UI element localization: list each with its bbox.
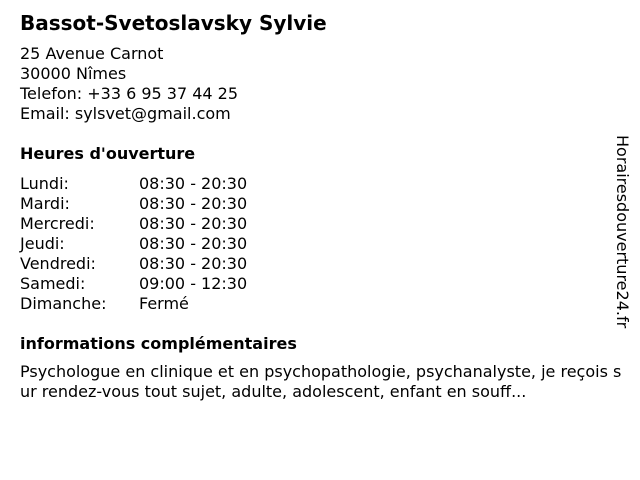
- email-address: Email: sylsvet@gmail.com: [20, 104, 231, 123]
- hours-time: 08:30 - 20:30: [139, 254, 248, 273]
- hours-day: Samedi:: [20, 274, 86, 293]
- contact-block: [20, 44, 620, 124]
- hours-time: Fermé: [139, 294, 189, 313]
- hours-time: 08:30 - 20:30: [139, 234, 248, 253]
- address-street: 25 Avenue Carnot: [20, 44, 164, 63]
- business-card: [20, 10, 620, 402]
- hours-heading: Heures d'ouverture: [20, 144, 196, 163]
- hours-day: Mercredi:: [20, 214, 95, 233]
- hours-time: 08:30 - 20:30: [139, 214, 248, 233]
- hours-row-friday: [20, 254, 620, 274]
- hours-day: Mardi:: [20, 194, 70, 213]
- hours-day: Vendredi:: [20, 254, 96, 273]
- site-watermark: Horairesdouverture24.fr: [613, 135, 632, 329]
- hours-row-saturday: [20, 274, 620, 294]
- info-heading: informations complémentaires: [20, 334, 297, 353]
- business-name: Bassot-Svetoslavsky Sylvie: [20, 11, 327, 35]
- hours-day: Dimanche:: [20, 294, 107, 313]
- opening-hours-table: [20, 174, 620, 314]
- address-city: 30000 Nîmes: [20, 64, 127, 83]
- hours-time: 08:30 - 20:30: [139, 174, 248, 193]
- info-description: Psychologue en clinique et en psychopathologie, psychanalyste, je reçois sur rendez-vous tout sujet, adulte, adolescent, enfant en souff...: [20, 362, 622, 401]
- hours-time: 08:30 - 20:30: [139, 194, 248, 213]
- phone-number: Telefon: +33 6 95 37 44 25: [20, 84, 239, 103]
- hours-day: Lundi:: [20, 174, 69, 193]
- hours-time: 09:00 - 12:30: [139, 274, 248, 293]
- hours-row-wednesday: [20, 214, 620, 234]
- hours-row-tuesday: [20, 194, 620, 214]
- hours-day: Jeudi:: [20, 234, 65, 253]
- hours-row-monday: [20, 174, 620, 194]
- hours-row-thursday: [20, 234, 620, 254]
- hours-row-sunday: [20, 294, 620, 314]
